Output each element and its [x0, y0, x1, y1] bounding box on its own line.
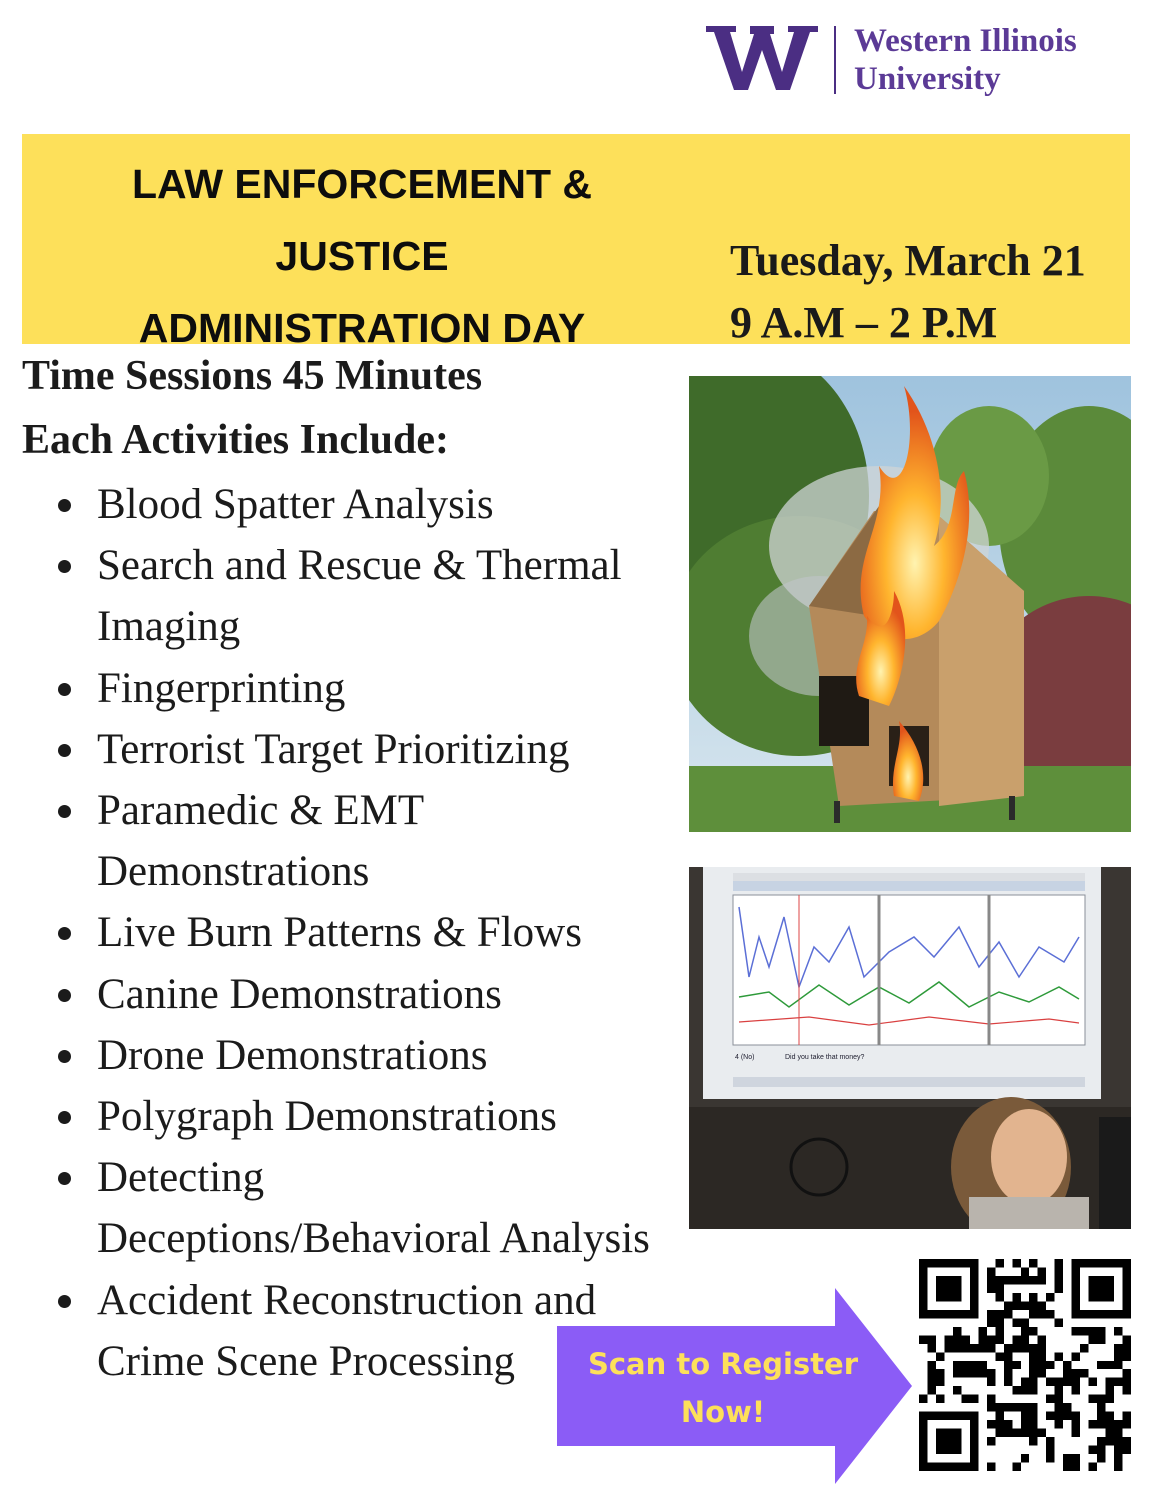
event-title-line2: JUSTICE [275, 233, 449, 279]
list-item-line: Demonstrations [97, 848, 370, 896]
university-name-line2: University [854, 61, 1001, 97]
list-item-line: Paramedic & EMT [97, 787, 425, 835]
list-item-line: Detecting [97, 1154, 265, 1202]
list-item [54, 535, 694, 657]
university-logo [706, 22, 1146, 102]
activities-list [54, 474, 694, 1392]
polygraph-screen-illustration [689, 867, 1131, 1229]
list-item [54, 964, 694, 1025]
list-item-line: Live Burn Patterns & Flows [97, 909, 582, 957]
burning-house-illustration [689, 376, 1131, 832]
university-name [854, 22, 1077, 98]
list-item-line: Deceptions/Behavioral Analysis [97, 1215, 650, 1263]
list-item-line: Blood Spatter Analysis [97, 481, 494, 528]
list-item-line: Imaging [97, 603, 241, 651]
list-item [54, 780, 694, 902]
list-item [54, 902, 694, 963]
list-item-line: Fingerprinting [97, 664, 346, 712]
list-item-line: Search and Rescue & Thermal [97, 542, 622, 590]
qr-code-icon [919, 1259, 1131, 1471]
list-item [54, 1025, 694, 1086]
event-title [62, 148, 662, 364]
activities-heading: Each Activities Include: [22, 417, 449, 463]
university-w-logo-mark [706, 22, 818, 94]
event-time: 9 A.M – 2 P.M [730, 298, 998, 347]
event-date: Tuesday, March 21 [730, 236, 1086, 285]
polygraph-demo-photo [689, 867, 1131, 1229]
session-duration: Time Sessions 45 Minutes [22, 353, 483, 399]
event-banner [22, 134, 1130, 351]
list-item-line: Crime Scene Processing [97, 1337, 515, 1385]
register-cta[interactable] [567, 1340, 879, 1436]
list-item [54, 474, 694, 535]
register-cta-line2: Now! [680, 1395, 766, 1429]
list-item [54, 658, 694, 719]
list-item-line: Canine Demonstrations [97, 970, 502, 1018]
event-title-line1: LAW ENFORCEMENT & [131, 161, 593, 207]
list-item [54, 1086, 694, 1147]
session-intro [22, 344, 682, 472]
event-datetime [730, 230, 1086, 354]
list-item-line: Drone Demonstrations [97, 1031, 488, 1079]
event-title-line3: ADMINISTRATION DAY [138, 305, 586, 351]
list-item-line: Polygraph Demonstrations [97, 1093, 557, 1141]
register-cta-line1: Scan to Register [587, 1347, 859, 1381]
list-item-line: Terrorist Target Prioritizing [97, 725, 570, 773]
logo-divider [834, 26, 836, 94]
list-item-line: Accident Reconstruction and [97, 1276, 597, 1324]
live-burn-photo [689, 376, 1131, 832]
polygraph-question-label: 4 (No) [735, 1054, 755, 1061]
registration-qr-code[interactable] [919, 1259, 1131, 1471]
list-item [54, 719, 694, 780]
list-item [54, 1147, 694, 1269]
polygraph-question-text: Did you take that money? [785, 1054, 865, 1061]
university-name-line1: Western Illinois [854, 23, 1077, 59]
